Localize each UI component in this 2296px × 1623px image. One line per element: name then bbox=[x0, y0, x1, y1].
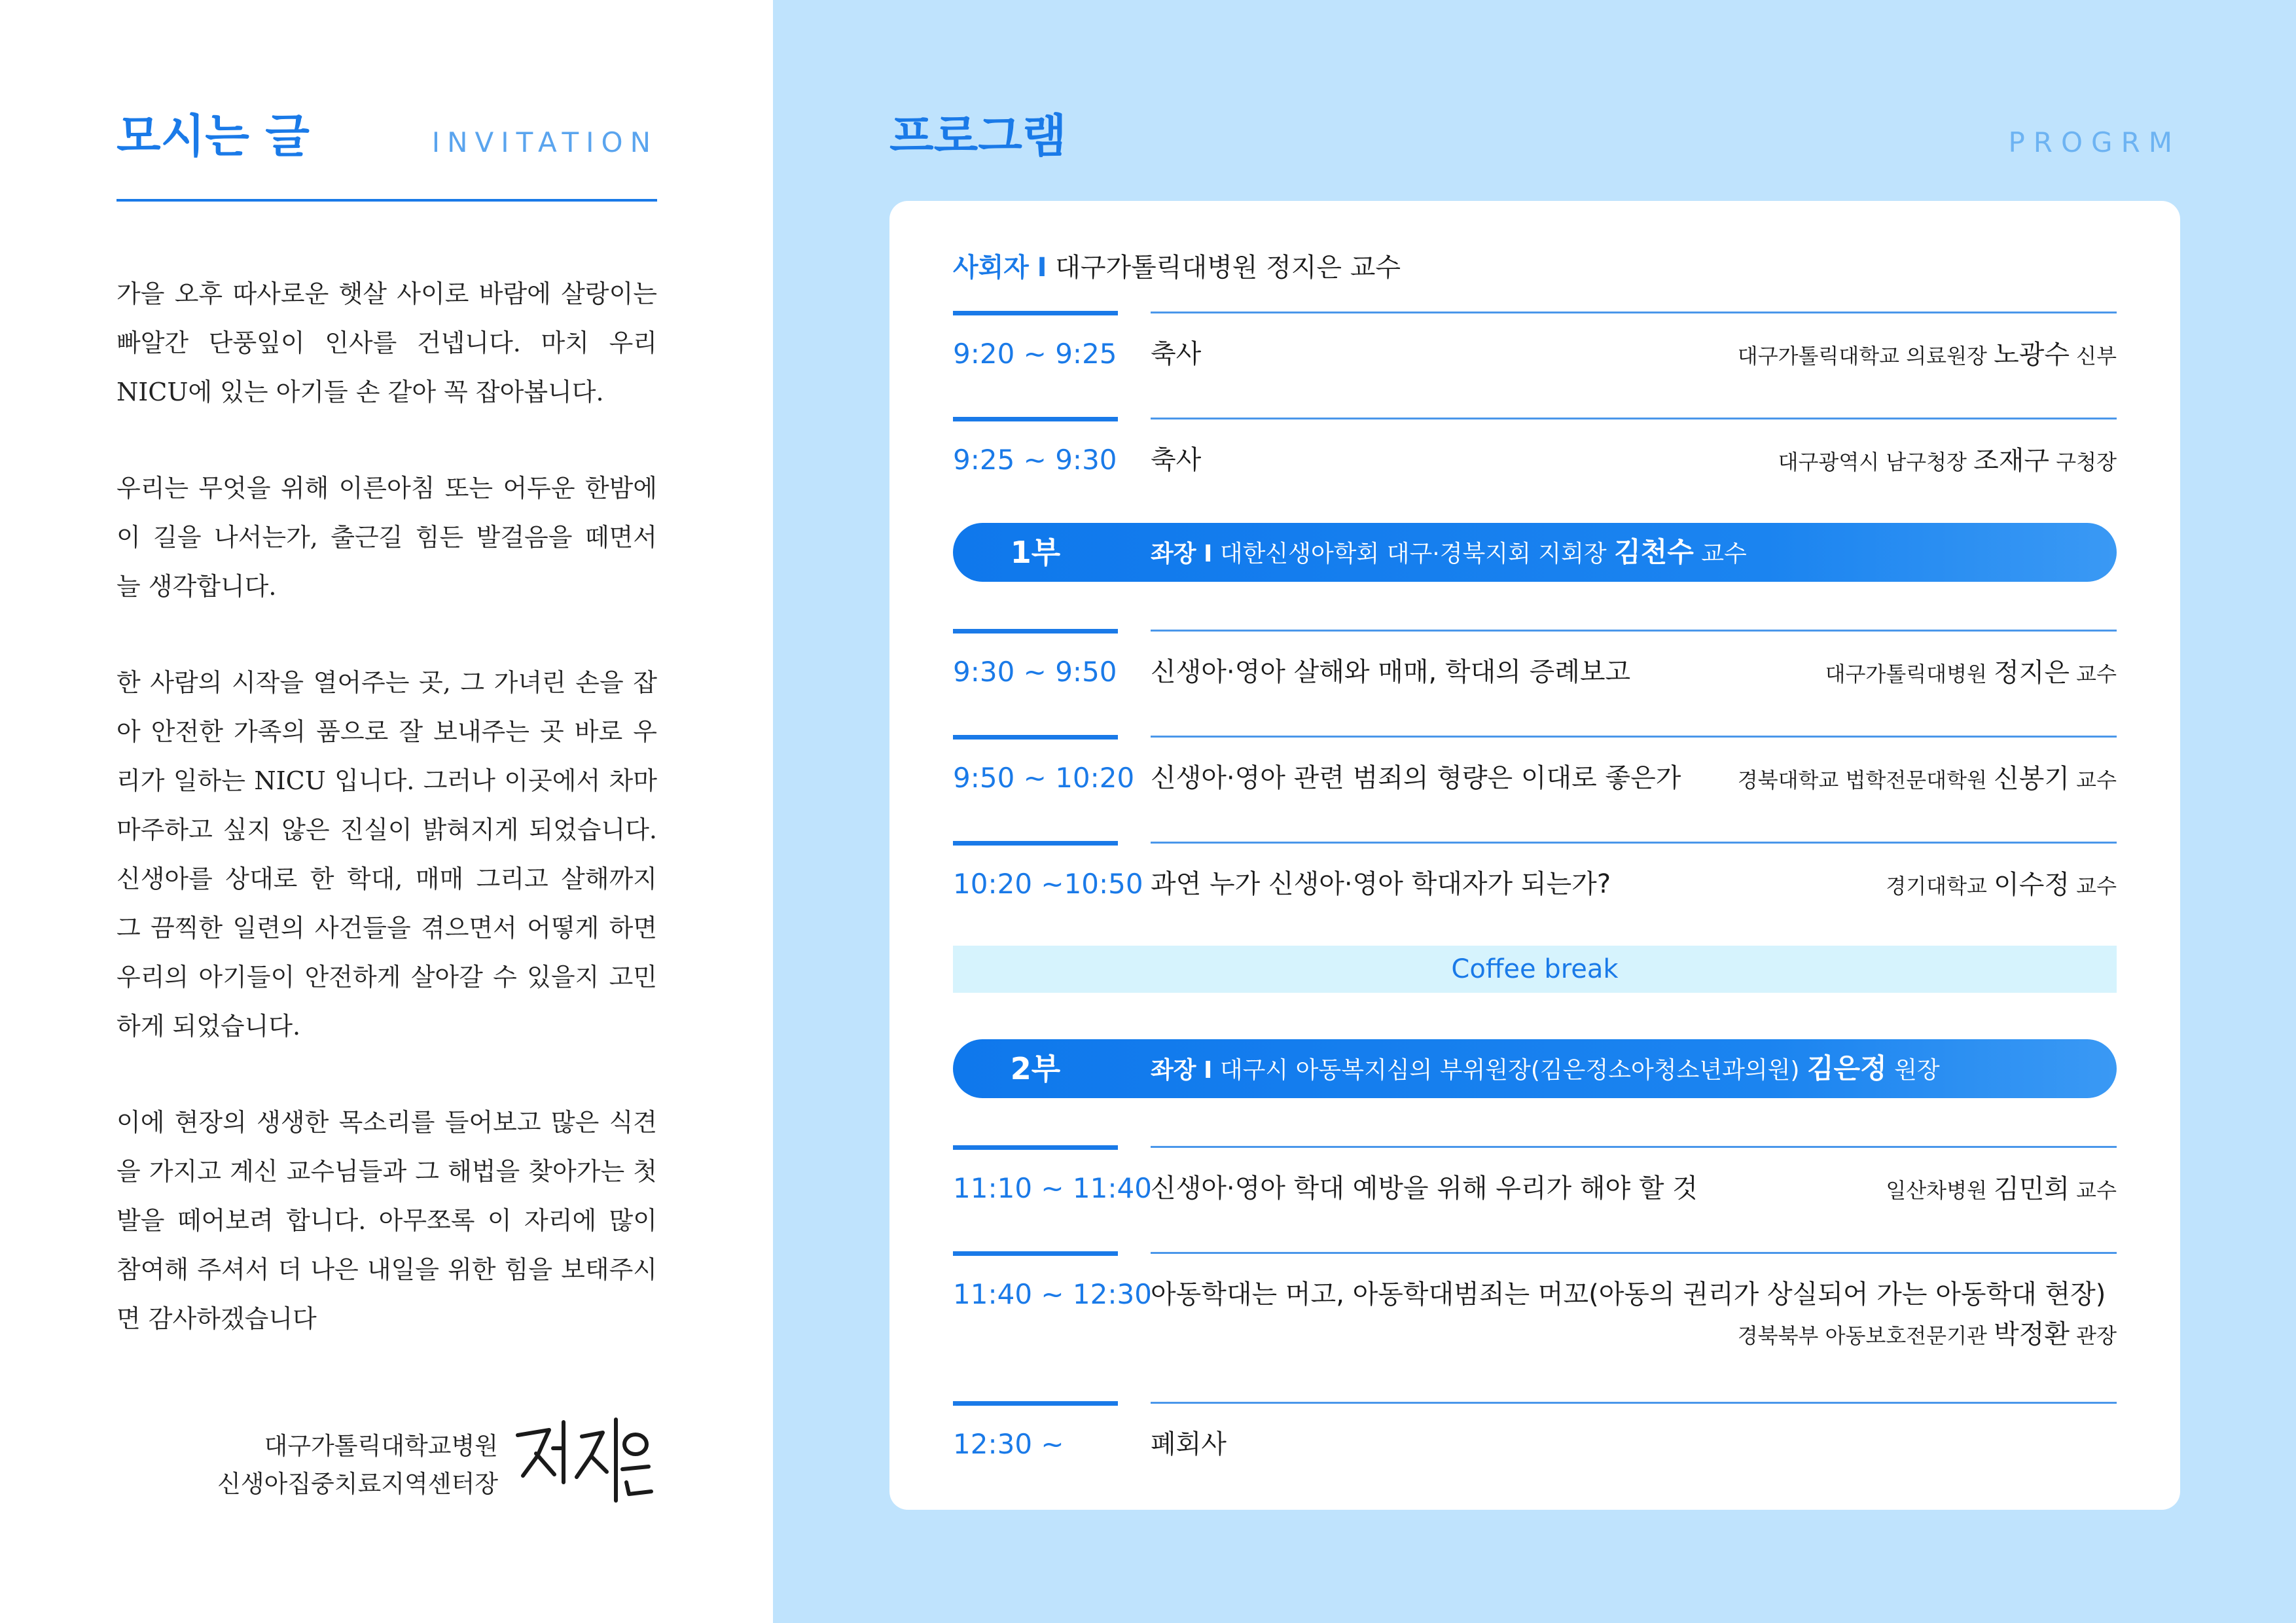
row-topic: 신생아·영아 학대 예방을 위해 우리가 해야 할 것 bbox=[1151, 1173, 1698, 1204]
chair-name: 김은정 bbox=[1806, 1052, 1887, 1084]
session-banner-1 bbox=[953, 523, 2117, 582]
speaker-title: 신부 bbox=[2076, 344, 2117, 368]
session-chair bbox=[1151, 523, 1747, 584]
chair-separator: I bbox=[1204, 541, 1213, 567]
row-time: 9:30 ~ 9:50 bbox=[953, 656, 1117, 688]
speaker-affiliation: 대구광역시 남구청장 bbox=[1778, 450, 1967, 474]
program-title: 프로그램 bbox=[889, 109, 1067, 163]
row-divider bbox=[1151, 418, 2117, 419]
time-bar bbox=[953, 841, 1118, 846]
time-bar bbox=[953, 1251, 1118, 1256]
row-topic: 아동학대는 머고, 아동학대범죄는 머꼬(아동의 권리가 상실되어 가는 아동학대 현장) bbox=[1151, 1279, 2106, 1310]
time-bar bbox=[953, 1145, 1118, 1150]
row-speaker bbox=[1778, 443, 2117, 480]
session-part: 1부 bbox=[1010, 535, 1061, 570]
handwritten-signature bbox=[511, 1410, 655, 1508]
speaker-name: 이수정 bbox=[1994, 870, 2070, 900]
program-panel bbox=[773, 0, 2296, 1623]
chair-name: 김천수 bbox=[1614, 536, 1694, 568]
session-chair bbox=[1151, 1039, 1940, 1100]
row-divider bbox=[1151, 1146, 2117, 1148]
speaker-name: 조재구 bbox=[1973, 446, 2050, 476]
chair-title: 원장 bbox=[1894, 1057, 1940, 1084]
row-speaker bbox=[1886, 867, 2117, 904]
row-speaker bbox=[1825, 655, 2117, 692]
invitation-title: 모시는 글 bbox=[117, 109, 310, 163]
invitation-paragraph: 이에 현장의 생생한 목소리를 들어보고 많은 식견을 가지고 계신 교수님들과 그 해법을 찾아가는 첫 발을 떼어보려 합니다. 아무쪼록 이 자리에 많이 참여해 주셔서 더 나은 내일을 위한 힘을 보태주시면 감사하겠습니다 bbox=[117, 1108, 657, 1333]
moderator-line bbox=[953, 248, 1401, 287]
row-divider bbox=[1151, 312, 2117, 313]
invitation-paragraph: 한 사람의 시작을 열어주는 곳, 그 가녀린 손을 잡아 안전한 가족의 품으로 잘 보내주는 곳 바로 우리가 일하는 NICU 입니다. 그러나 이곳에서 차마 마주하고 싶지 않은 진실이 밝혀지게 되었습니다. 신생아를 상대로 한 학대, 매매 그리고 살해까지 그 끔찍한 일련의 사건들을 겪으면서 어떻게 하면 우리의 아기들이 안전하게 살아갈 수 있을지 고민하게 되었습니다. bbox=[117, 668, 657, 1041]
row-divider bbox=[1151, 1252, 2117, 1254]
row-topic: 신생아·영아 살해와 매매, 학대의 증례보고 bbox=[1151, 657, 1631, 687]
row-time: 11:10 ~ 11:40 bbox=[953, 1172, 1152, 1204]
invitation-paragraph: 우리는 무엇을 위해 이른아침 또는 어두운 한밤에 이 길을 나서는가, 출근길 힘든 발걸음을 떼면서 늘 생각합니다. bbox=[117, 474, 657, 601]
speaker-name: 박정환 bbox=[1994, 1319, 2070, 1349]
speaker-title: 관장 bbox=[2076, 1323, 2117, 1348]
time-bar bbox=[953, 629, 1118, 633]
chair-label: 좌장 bbox=[1151, 1057, 1196, 1084]
row-divider bbox=[1151, 1402, 2117, 1404]
invitation-paragraph: 가을 오후 따사로운 햇살 사이로 바람에 살랑이는 빠알간 단풍잎이 인사를 건넵니다. 마치 우리 NICU에 있는 아기들 손 같아 꼭 잡아봅니다. bbox=[117, 279, 657, 406]
speaker-title: 구청장 bbox=[2056, 450, 2117, 474]
speaker-title: 교수 bbox=[2076, 874, 2117, 899]
row-time: 11:40 ~ 12:30 bbox=[953, 1278, 1152, 1310]
signature-organization bbox=[217, 1427, 498, 1503]
row-speaker bbox=[1738, 761, 2117, 798]
speaker-title: 교수 bbox=[2076, 662, 2117, 687]
chair-label: 좌장 bbox=[1151, 541, 1196, 567]
signature-block bbox=[105, 1410, 655, 1515]
time-bar bbox=[953, 417, 1118, 421]
row-topic: 과연 누가 신생아·영아 학대자가 되는가? bbox=[1151, 869, 1611, 899]
speaker-affiliation: 일산차병원 bbox=[1886, 1178, 1987, 1203]
chair-title: 교수 bbox=[1701, 541, 1747, 567]
chair-separator: I bbox=[1204, 1057, 1213, 1084]
row-time: 12:30 ~ bbox=[953, 1428, 1064, 1460]
chair-affiliation: 대한신생아학회 대구·경북지회 지회장 bbox=[1219, 541, 1607, 567]
row-time: 10:20 ~10:50 bbox=[953, 868, 1143, 900]
speaker-name: 노광수 bbox=[1994, 340, 2070, 370]
speaker-title: 교수 bbox=[2076, 768, 2117, 793]
speaker-affiliation: 대구가톨릭대병원 bbox=[1825, 662, 1987, 687]
speaker-title: 교수 bbox=[2076, 1178, 2117, 1203]
chair-affiliation: 대구시 아동복지심의 부위원장(김은정소아청소년과의원) bbox=[1219, 1057, 1800, 1084]
coffee-break-banner: Coffee break bbox=[953, 946, 2117, 993]
moderator-text: 대구가톨릭대병원 정지은 교수 bbox=[1055, 253, 1401, 283]
speaker-affiliation: 경기대학교 bbox=[1886, 874, 1987, 899]
row-time: 9:25 ~ 9:30 bbox=[953, 444, 1117, 476]
row-topic: 축사 bbox=[1151, 445, 1202, 475]
signature-org-line1: 대구가톨릭대학교병원 bbox=[264, 1432, 498, 1460]
speaker-name: 김민희 bbox=[1994, 1174, 2070, 1204]
time-bar bbox=[953, 735, 1118, 740]
row-speaker bbox=[1886, 1171, 2117, 1208]
speaker-affiliation: 경북대학교 법학전문대학원 bbox=[1737, 768, 1987, 793]
session-banner-2 bbox=[953, 1039, 2117, 1098]
row-topic: 폐회사 bbox=[1151, 1429, 1227, 1459]
time-bar bbox=[953, 1401, 1118, 1406]
row-divider bbox=[1151, 630, 2117, 632]
session-part: 2부 bbox=[1010, 1051, 1061, 1086]
signature-org-line2: 신생아집중치료지역센터장 bbox=[217, 1470, 498, 1498]
speaker-affiliation: 경북북부 아동보호전문기관 bbox=[1737, 1323, 1987, 1348]
invitation-body bbox=[117, 270, 657, 1391]
row-divider bbox=[1151, 736, 2117, 738]
speaker-affiliation: 대구가톨릭대학교 의료원장 bbox=[1737, 344, 1987, 368]
row-speaker bbox=[1738, 1317, 2117, 1353]
moderator-separator: I bbox=[1037, 253, 1047, 283]
speaker-name: 신봉기 bbox=[1994, 764, 2070, 794]
speaker-name: 정지은 bbox=[1994, 658, 2070, 688]
row-time: 9:50 ~ 10:20 bbox=[953, 762, 1135, 794]
time-bar bbox=[953, 311, 1118, 315]
program-card bbox=[889, 201, 2180, 1510]
invitation-subtitle: INVITATION bbox=[431, 126, 658, 158]
row-topic: 신생아·영아 관련 범죄의 형량은 이대로 좋은가 bbox=[1151, 763, 1681, 793]
row-speaker bbox=[1738, 337, 2117, 374]
row-time: 9:20 ~ 9:25 bbox=[953, 338, 1117, 370]
invitation-panel bbox=[0, 0, 773, 1623]
program-subtitle: PROGRM bbox=[2008, 126, 2181, 158]
invitation-divider bbox=[117, 199, 657, 202]
moderator-label: 사회자 bbox=[953, 253, 1029, 283]
row-divider bbox=[1151, 842, 2117, 844]
row-topic: 축사 bbox=[1151, 339, 1202, 369]
